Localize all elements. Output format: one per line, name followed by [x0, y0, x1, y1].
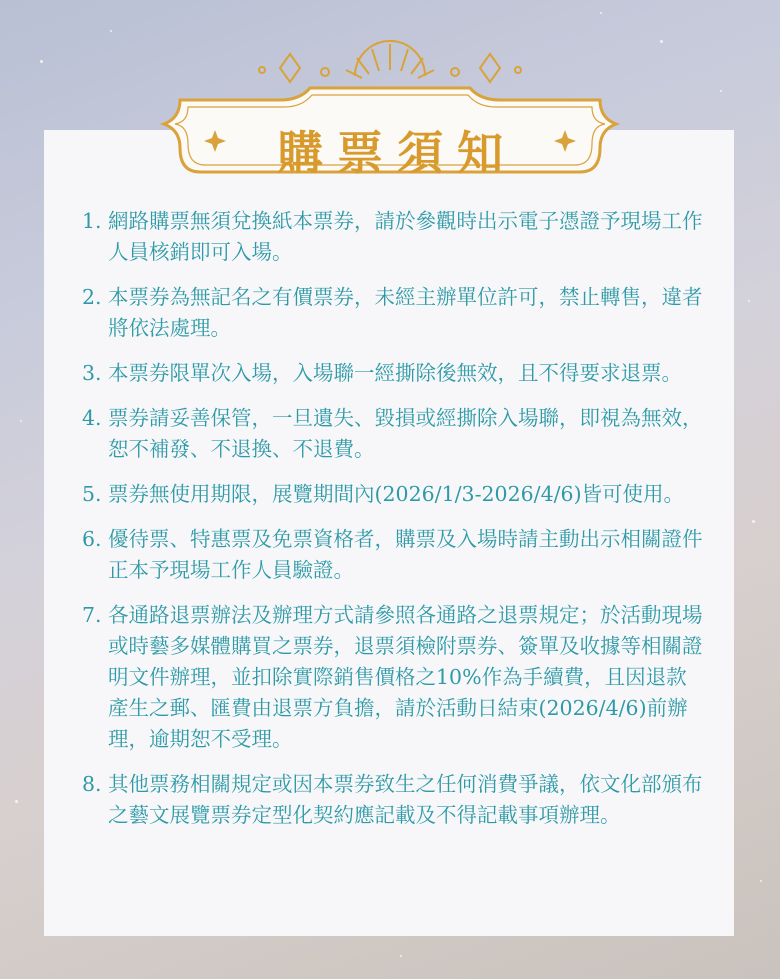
list-item	[82, 358, 704, 389]
sparkle	[600, 12, 602, 14]
sparkle	[720, 90, 722, 92]
item-number: 8.	[82, 772, 102, 796]
item-number: 3.	[82, 361, 102, 385]
item-number: 1.	[82, 209, 102, 233]
item-text: 票券請妥善保管，一旦遺失、毀損或經撕除入場聯，即視為無效，恕不補發、不退換、不退費。	[108, 406, 703, 461]
sparkle	[15, 800, 18, 803]
item-number: 7.	[82, 603, 102, 627]
notice-list	[82, 206, 704, 845]
item-text: 各通路退票辦法及辦理方式請參照各通路之退票規定；於活動現場或時藝多媒體購買之票券，退票須檢附票券、簽單及收據等相關證明文件辦理，並扣除實際銷售價格之10%作為手續費，且因退款產生之郵、匯費由退票方負擔，請於活動日結束(2026/4/6)前辦理，逾期恕不受理。	[108, 603, 703, 751]
sparkle	[752, 520, 755, 523]
list-item	[82, 600, 704, 755]
list-item	[82, 479, 704, 510]
item-text: 本票券為無記名之有價票券，未經主辦單位許可，禁止轉售，違者將依法處理。	[108, 285, 703, 340]
sparkle	[660, 40, 663, 43]
page-title: 購票須知	[277, 126, 517, 180]
sparkle	[760, 880, 762, 882]
item-text: 網路購票無須兌換紙本票券，請於參觀時出示電子憑證予現場工作人員核銷即可入場。	[108, 209, 703, 264]
sparkle	[20, 420, 22, 422]
item-number: 5.	[82, 482, 102, 506]
sparkle	[110, 30, 112, 32]
list-item	[82, 282, 704, 344]
list-item	[82, 206, 704, 268]
item-text: 票券無使用期限，展覽期間內(2026/1/3-2026/4/6)皆可使用。	[108, 482, 685, 506]
sparkle	[748, 300, 750, 302]
sparkle	[40, 60, 43, 63]
item-number: 6.	[82, 527, 102, 551]
list-item	[82, 524, 704, 586]
list-item	[82, 769, 704, 831]
item-text: 其他票務相關規定或因本票券致生之任何消費爭議，依文化部頒布之藝文展覽票券定型化契約應記載及不得記載事項辦理。	[108, 772, 703, 827]
sparkle	[400, 955, 402, 957]
item-number: 4.	[82, 406, 102, 430]
title-banner	[150, 40, 630, 180]
item-text: 本票券限單次入場，入場聯一經撕除後無效，且不得要求退票。	[108, 361, 682, 385]
item-text: 優待票、特惠票及免票資格者，購票及入場時請主動出示相關證件正本予現場工作人員驗證。	[108, 527, 703, 582]
item-number: 2.	[82, 285, 102, 309]
list-item	[82, 403, 704, 465]
